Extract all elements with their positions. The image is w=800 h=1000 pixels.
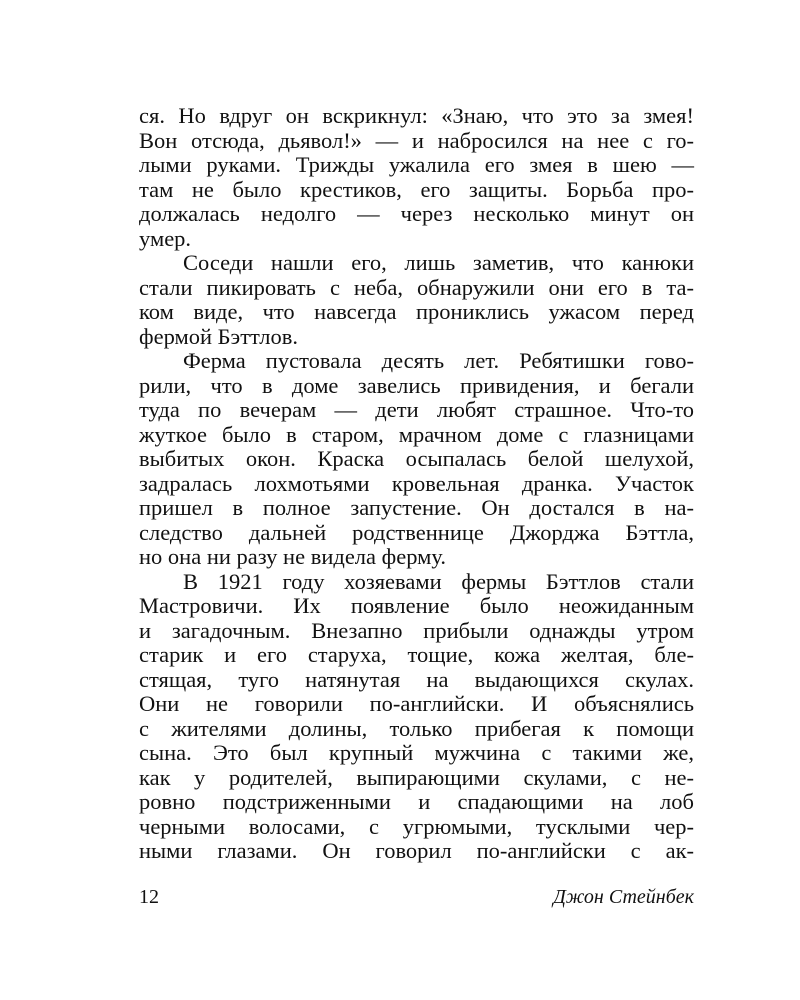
text-line: стали пикировать с неба, обнаружили они его в та- [139, 274, 694, 300]
text-line: выбитых окон. Краска осыпалась белой шелухой, [139, 446, 694, 471]
text-line: пришел в полное запустение. Он достался в на- [139, 495, 694, 520]
text-line: фермой Бэттлов. [139, 323, 299, 349]
text-line: как у родителей, выпирающими скулами, с не- [139, 764, 694, 790]
text-line: сына. Это был крупный мужчина с такими же, [139, 740, 694, 765]
text-line: ровно подстриженными и спадающими на лоб [139, 789, 694, 814]
text-line: рили, что в доме завелись привидения, и бегали [139, 372, 694, 398]
text-line: лыми руками. Трижды ужалила его змея в шею — [139, 152, 694, 177]
text-line: черными волосами, с угрюмыми, тусклыми чер- [139, 813, 694, 839]
text-line: ными глазами. Он говорил по-английски с ак- [139, 838, 694, 863]
text-line: жуткое было в старом, мрачном доме с глазницами [139, 421, 694, 447]
text-line: Они не говорили по-английски. И объяснялись [139, 691, 694, 716]
text-line: должалась недолго — через несколько минут он [139, 201, 694, 226]
text-line: Мастровичи. Их появление было неожиданным [139, 593, 694, 618]
page-body-text [139, 104, 694, 864]
text-line: В 1921 году хозяевами фермы Бэттлов стали [183, 568, 694, 594]
text-line: ком виде, что навсегда прониклись ужасом перед [139, 299, 694, 324]
text-line: но она ни разу не видела ферму. [139, 544, 446, 569]
text-line: ся. Но вдруг он вскрикнул: «Знаю, что это за змея! [139, 103, 694, 128]
text-line: с жителями долины, только прибегая к помощи [139, 715, 694, 741]
text-line: Ферма пустовала десять лет. Ребятишки гово- [183, 348, 694, 373]
text-line: Соседи нашли его, лишь заметив, что канюки [183, 250, 694, 275]
text-line: следство дальней родственнице Джорджа Бэттла, [139, 519, 694, 545]
text-line: стящая, туго натянутая на выдающихся скулах. [139, 666, 694, 692]
page-footer [139, 886, 694, 912]
page-number: 12 [139, 886, 159, 908]
text-line: задралась лохмотьями кровельная дранка. Участок [139, 470, 694, 496]
running-author: Джон Стейнбек [553, 886, 694, 908]
text-line: туда по вечерам — дети любят страшное. Что-то [139, 397, 694, 422]
text-line: старик и его старуха, тощие, кожа желтая, бле- [139, 642, 694, 667]
text-line: умер. [139, 225, 192, 251]
text-line: Вон отсюда, дьявол!» — и набросился на нее с го- [139, 127, 694, 153]
text-line: там не было крестиков, его защиты. Борьба про- [139, 176, 694, 202]
text-line: и загадочным. Внезапно прибыли однажды утром [139, 617, 694, 643]
